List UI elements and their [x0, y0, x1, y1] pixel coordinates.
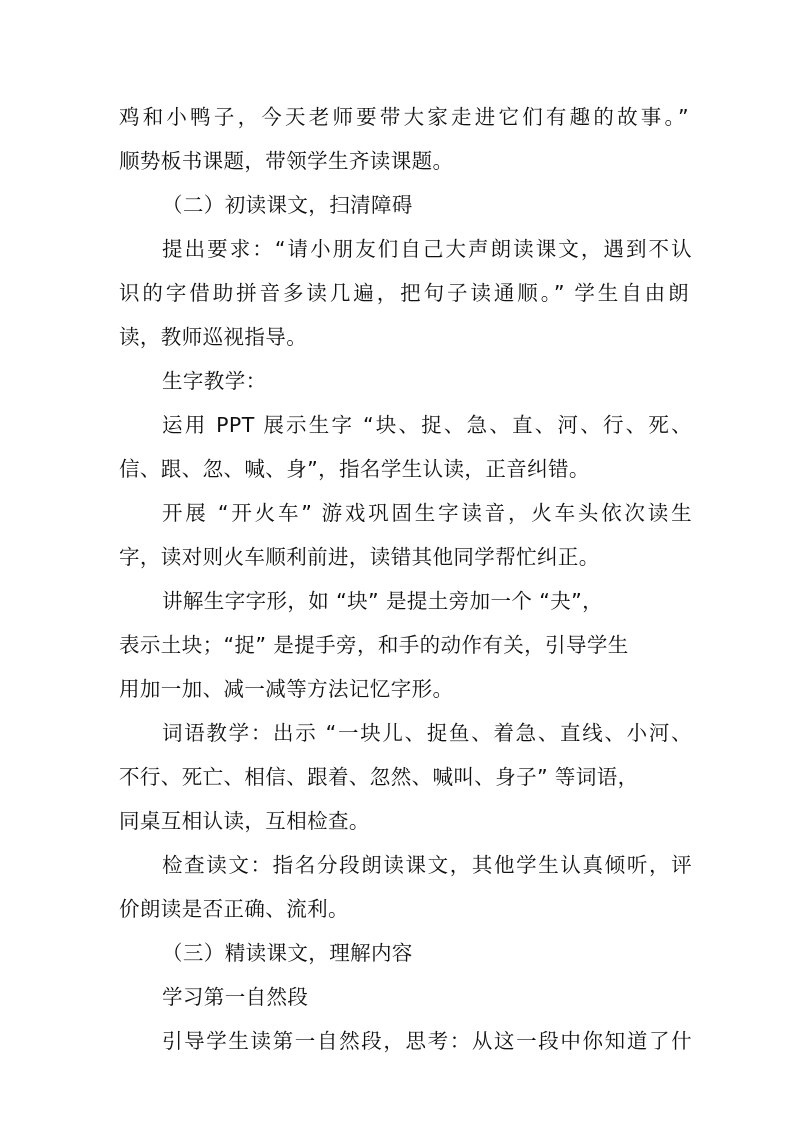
- text-line-14: 用加一加、减一减等方法记忆字形。: [119, 677, 454, 701]
- text-line-5: 识的字借助拼音多读几遍，把句子读通顺。” 学生自由朗: [119, 281, 689, 305]
- text-line-19: 价朗读是否正确、流利。: [119, 897, 349, 921]
- subheading-shengzi: 生字教学：: [162, 369, 267, 393]
- text-line-4: 提出要求：“请小朋友们自己大声朗读课文，遇到不认: [162, 237, 692, 261]
- text-line-22: 引导学生读第一自然段，思考：从这一段中你知道了什: [162, 1029, 692, 1053]
- text-line-13: 表示土块；“捉” 是提手旁，和手的动作有关，引导学生: [119, 633, 629, 657]
- section-heading-3: （三）精读课文，理解内容: [162, 941, 413, 965]
- text-line-1: 鸡和小鸭子，今天老师要带大家走进它们有趣的故事。”: [119, 105, 689, 129]
- text-line-2: 顺势板书课题，带领学生齐读课题。: [119, 149, 454, 173]
- text-line-11: 字，读对则火车顺利前进，读错其他同学帮忙纠正。: [119, 545, 600, 569]
- section-heading-2: （二）初读课文，扫清障碍: [162, 193, 413, 217]
- text-line-16: 不行、死亡、相信、跟着、忽然、喊叫、身子” 等词语，: [119, 765, 639, 789]
- text-line-6: 读，教师巡视指导。: [119, 325, 308, 349]
- subheading-paragraph-1: 学习第一自然段: [162, 985, 309, 1009]
- text-line-18: 检查读文：指名分段朗读课文，其他学生认真倾听，评: [162, 853, 692, 877]
- text-line-9: 信、跟、忽、喊、身”，指名学生认读，正音纠错。: [119, 457, 590, 481]
- text-line-17: 同桌互相认读，互相检查。: [119, 809, 370, 833]
- text-line-15: 词语教学：出示 “一块儿、捉鱼、着急、直线、小河、: [162, 721, 692, 745]
- text-line-10: 开展 “开火车” 游戏巩固生字读音，火车头依次读生: [162, 501, 692, 525]
- text-line-8: 运用 PPT 展示生字 “块、捉、急、直、河、行、死、: [162, 413, 692, 437]
- text-line-12: 讲解生字字形，如 “块” 是提土旁加一个 “夬”，: [162, 589, 604, 613]
